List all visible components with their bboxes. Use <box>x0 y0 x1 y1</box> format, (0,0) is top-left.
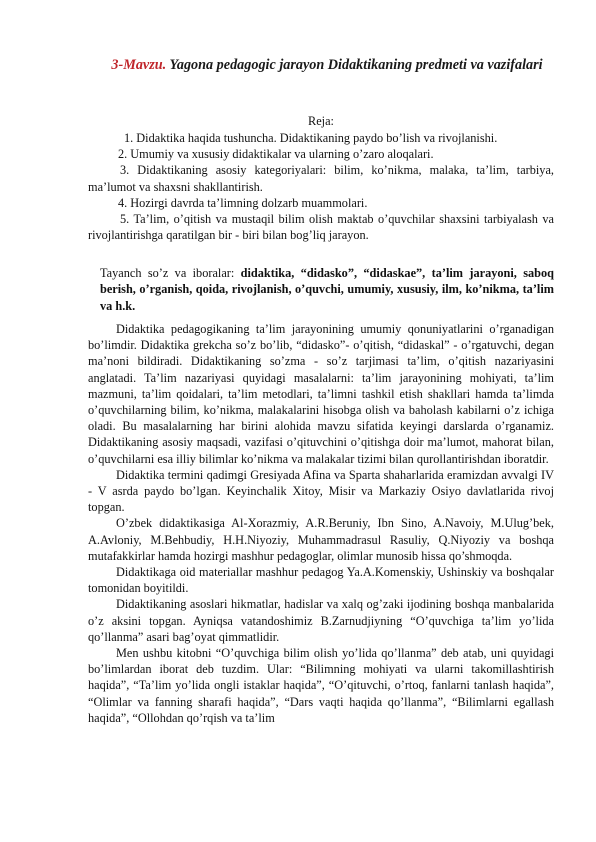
lesson-number: 3-Mavzu. <box>111 57 167 73</box>
plan-item-4: 4. Hozirgi davrda ta’limning dolzarb muammolari. <box>118 195 368 210</box>
body-text <box>88 321 554 726</box>
paragraph: Didaktika pedagogikaning ta’lim jarayonining umumiy qonuniyatlarini o’rganadigan bo’limdir. Didaktika grekcha so’z bo’lib, “didasko”- o’qitish, “didaskal” - o’rgatuvchi, degan ma’noni bildiradi. Didaktikaning so’zma - so’z tarjimasi ta’lim, o’qitish nazariyasini anglatadi. Ta’lim nazariyasi quyidagi masalalarni: ta’lim jarayonining mohiyati, ta’lim mazmuni, ta’lim qoidalari, ta’lim metodlari, ta’limni tashkil etish shakllari hamda ta’limda o’quvchilarning bilim, ko’nikma, malakalarini hisobga olish va baholash kabilarni o’z ichiga oladi. Bu masalalarning har birini alohida mavzu sifatida keyingi darslarda o’rganamiz. Didaktikaning asosiy maqsadi, vazifasi o’qituvchini o’qitishga doir ma’lumot, mahorat bilan, o’quvchilarni esa illiy bilimlar ko’nikma va malakalar tizimi bilan qurollantirishdan iboratdir. <box>88 322 554 466</box>
paragraph: Didaktikaning asoslari hikmatlar, hadislar va xalq og’zaki ijodining boshqa manbalarida o’z aksini topgan. Ayniqsa vatandoshimiz B.Zarnudjiyning “O’quvchiga ta’lim yo’lida qo’llanma” asari bag’oyat qimmatlidir. <box>88 597 554 644</box>
plan-item-3: 3. Didaktikaning asosiy kategoriyalari: bilim, ko’nikma, malaka, ta’lim, tarbiya, ma’lumot va shaxsni shakllantirish. <box>88 163 554 194</box>
plan-item-1: 1. Didaktika haqida tushuncha. Didaktikaning paydo bo’lish va rivojlanishi. <box>124 131 498 145</box>
lesson-title <box>100 56 554 75</box>
keywords-terms: didaktika, “didasko”, “didaskae”, ta’lim jarayoni, saboq berish, o’rganish, qoida, rivojlanish, o’quvchi, umumiy, xususiy, ilm, ko’nikma, ta’lim va h.k. <box>100 266 554 313</box>
keywords-label: Tayanch so’z va iboralar: <box>100 266 235 280</box>
paragraph: Didaktikaga oid materiallar mashhur pedagog Ya.A.Komenskiy, Ushinskiy va boshqalar tomonidan boyitildi. <box>88 565 554 596</box>
paragraph: Men ushbu kitobni “O’quvchiga bilim olish yo’lida qo’llanma” deb atab, uni quyidagi bo’limlardan iborat deb tuzdim. Ular: “Bilimning mohiyati va ularni takomillashtirish haqida”, “Ta’lim yo’lida ongli istaklar haqida”, “O’qituvchi, o’rtoq, fanlarni tanlash haqida”, “Olimlar va fanning sharafi haqida”, “Dars vaqti haqida qo’llanma”, “Bilimlarni egallash haqida”, “Ollohdan qo’rqish va ta’lim <box>88 646 554 725</box>
paragraph: O’zbek didaktikasiga Al-Xorazmiy, A.R.Beruniy, Ibn Sino, A.Navoiy, M.Ulug’bek, A.Avloniy, M.Behbudiy, H.H.Niyoziy, Muhammadrasul Rasuliy, Q.Niyoziy va boshqa mutafakkirlar hamda hozirgi mashhur pedagoglar, olimlar munosib hissa qo’shmoqda. <box>88 516 554 563</box>
plan-heading: Reja: <box>308 114 334 128</box>
plan-list <box>88 130 554 243</box>
plan-item-5: 5. Ta’lim, o’qitish va mustaqil bilim olish maktab o’quvchilar shaxsini tarbiyalash va rivojlantirishga qaratilgan bir - biri bilan bog’liq jarayon. <box>88 212 554 243</box>
paragraph: Didaktika termini qadimgi Gresiyada Afina va Sparta shaharlarida eramizdan avvalgi IV - V asrda paydo bo’lgan. Keyinchalik Xitoy, Misir va Markaziy Osiyo davlatlarida rivoj topgan. <box>88 467 554 515</box>
keywords-block <box>100 265 554 314</box>
lesson-topic: Yagona pedagogic jarayon Didaktikaning predmeti va vazifalari <box>169 57 543 73</box>
plan-item-2: 2. Umumiy va xususiy didaktikalar va ularning o’zaro aloqalari. <box>118 147 434 162</box>
